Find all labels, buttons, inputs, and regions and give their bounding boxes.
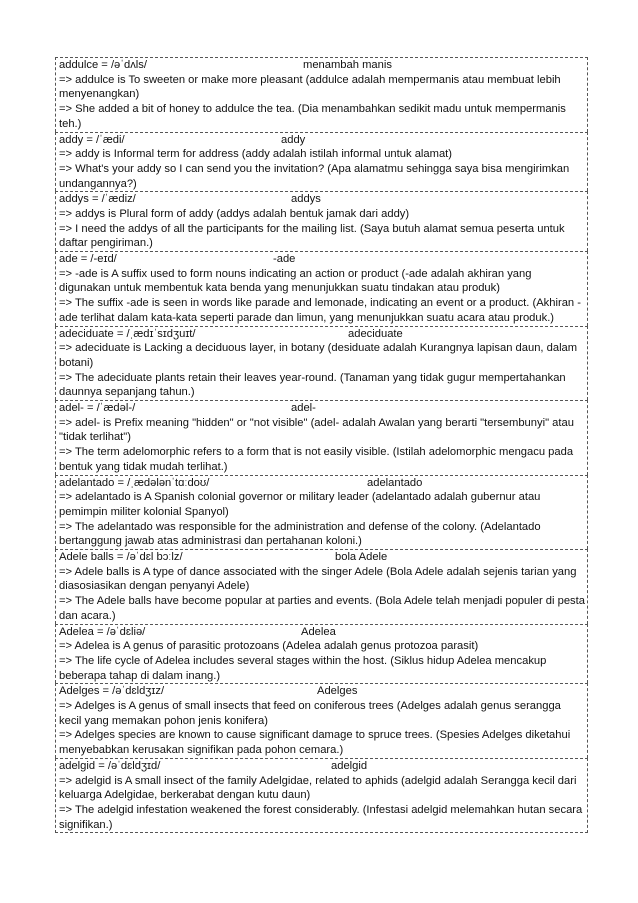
entry-headword: addulce = /əˈdʌls/ (59, 59, 147, 71)
entry-example: => Adelges species are known to cause significant damage to spruce trees. (Spesies Adelges diketahui menyebabkan kerusakan signifikan pada pohon cemara.) (59, 729, 571, 757)
entry-headword: ade = /-eɪd/ (59, 253, 117, 266)
entry-translation: adelgid (331, 759, 368, 772)
entry-example: => The adeciduate plants retain their leaves year-round. (Tanaman yang tidak gugur mempertahankan daunnya sepanjang tahun.) (59, 371, 566, 399)
entry-example: => The Adele balls have become popular at parties and events. (Bola Adele telah menjadi populer di pesta dan acara.) (59, 595, 585, 622)
entry-definition: => Adele balls is A type of dance associated with the singer Adele (Bola Adele adalah sejenis tarian yang diasosiasikan dengan penyanyi Adele) (59, 565, 577, 593)
dictionary-page (55, 57, 588, 833)
entry-headword: adeciduate = /ˌædɪˈsɪdʒuɪt/ (59, 327, 196, 340)
entry-headline (59, 252, 585, 267)
entry-headline (59, 550, 585, 565)
dictionary-entry (55, 624, 588, 684)
entry-translation: addys (291, 193, 321, 206)
entry-example: => The term adelomorphic refers to a form that is not easily visible. (Istilah adelomorphic mengacu pada bentuk yang tidak mudah terlihat.) (59, 446, 574, 473)
entry-definition: => adeciduate is Lacking a deciduous layer, in botany (desiduate adalah Kurangnya lapisan daun, dalam botani) (59, 342, 578, 369)
entry-headword: adel- = /ˈædəl-/ (59, 402, 136, 415)
entry-definition: => addys is Plural form of addy (addys adalah bentuk jamak dari addy) (59, 207, 410, 220)
entry-headline (59, 327, 585, 342)
entry-headline (59, 759, 585, 774)
entry-translation: menambah manis (303, 59, 392, 71)
entry-definition: => Adelea is A genus of parasitic protozoans (Adelea adalah genus protozoa parasit) (59, 640, 479, 653)
dictionary-entry (55, 326, 588, 401)
entry-headword: Adelea = /əˈdɛliə/ (59, 625, 146, 638)
dictionary-entry (55, 251, 588, 326)
entry-translation: addy (281, 133, 306, 146)
entry-headline (59, 401, 585, 416)
entry-definition: => -ade is A suffix used to form nouns indicating an action or product (-ade adalah akhiran yang digunakan untuk membentuk kata benda yang menunjukkan suatu tindakan atau produk) (59, 267, 532, 295)
dictionary-entry (55, 475, 588, 550)
entry-translation: adel- (291, 402, 316, 415)
entry-example: => The life cycle of Adelea includes several stages within the host. (Siklus hidup Adelea mencakup beberapa tahap di dalam inang.) (59, 654, 547, 682)
dictionary-entry (55, 191, 588, 251)
entry-headline (59, 684, 585, 699)
dictionary-entry (55, 132, 588, 192)
entry-definition: => adelantado is A Spanish colonial governor or military leader (adelantado adalah gubernur atau pemimpin militer kolonial Spanyol) (59, 491, 541, 518)
entry-example: => The adelantado was responsible for the administration and defense of the colony. (Adelantado bertanggung jawab atas administrasi dan pertahanan koloni.) (59, 520, 541, 548)
entry-headline (59, 58, 585, 73)
entry-definition: => Adelges is A genus of small insects that feed on coniferous trees (Adelges adalah genus serangga kecil yang memakan pohon jenis konifera) (59, 700, 561, 727)
entry-example: => She added a bit of honey to addulce the tea. (Dia menambahkan sedikit madu untuk mempermanis teh.) (59, 103, 566, 130)
entry-definition: => addulce is To sweeten or make more pleasant (addulce adalah mempermanis atau membuat lebih menyenangkan) (59, 73, 561, 101)
entry-headword: Adelges = /əˈdɛldʒɪz/ (59, 685, 165, 698)
dictionary-entry (55, 549, 588, 624)
dictionary-entry (55, 57, 588, 132)
entry-example: => I need the addys of all the participants for the mailing list. (Saya butuh alamat semua peserta untuk daftar pengiriman.) (59, 222, 565, 250)
dictionary-entry (55, 758, 588, 834)
entry-headline (59, 476, 585, 491)
entry-translation: Adelges (317, 685, 358, 698)
entry-example: => The suffix -ade is seen in words like parade and lemonade, indicating an event or a product. (Akhiran -ade terlihat dalam kata-kata seperti parade dan limun, yang menunjukkan suatu acara atau produk.) (59, 297, 581, 324)
entry-headword: adelantado = /ˌædələnˈtɑːdoʊ/ (59, 476, 210, 489)
entry-headword: addy = /ˈædi/ (59, 133, 125, 146)
entry-definition: => adelgid is A small insect of the family Adelgidae, related to aphids (adelgid adalah Serangga kecil dari keluarga Adelgidae, berkerabat dengan kutu daun) (59, 774, 577, 802)
entry-translation: bola Adele (335, 551, 388, 564)
entry-headword: Adele balls = /əˈdɛl bɔːlz/ (59, 551, 183, 564)
entry-example: => What's your addy so I can send you the invitation? (Apa alamatmu sehingga saya bisa mengirimkan undangannya?) (59, 162, 570, 190)
dictionary-entry (55, 400, 588, 475)
entry-headline (59, 625, 585, 640)
entry-headline (59, 192, 585, 207)
entry-definition: => adel- is Prefix meaning "hidden" or "not visible" (adel- adalah Awalan yang berarti "tersembunyi" atau "tidak terlihat") (59, 416, 574, 444)
entry-translation: Adelea (301, 625, 336, 638)
entry-translation: -ade (273, 253, 296, 266)
entry-headline (59, 133, 585, 148)
entry-translation: adeciduate (348, 327, 403, 340)
entry-translation: adelantado (367, 476, 423, 489)
entry-headword: adelgid = /əˈdɛldʒɪd/ (59, 759, 161, 772)
dictionary-entry (55, 683, 588, 758)
entry-headword: addys = /ˈædiz/ (59, 193, 136, 206)
entry-definition: => addy is Informal term for address (addy adalah istilah informal untuk alamat) (59, 148, 452, 161)
entry-example: => The adelgid infestation weakened the forest considerably. (Infestasi adelgid melemahkan hutan secara signifikan.) (59, 803, 583, 831)
